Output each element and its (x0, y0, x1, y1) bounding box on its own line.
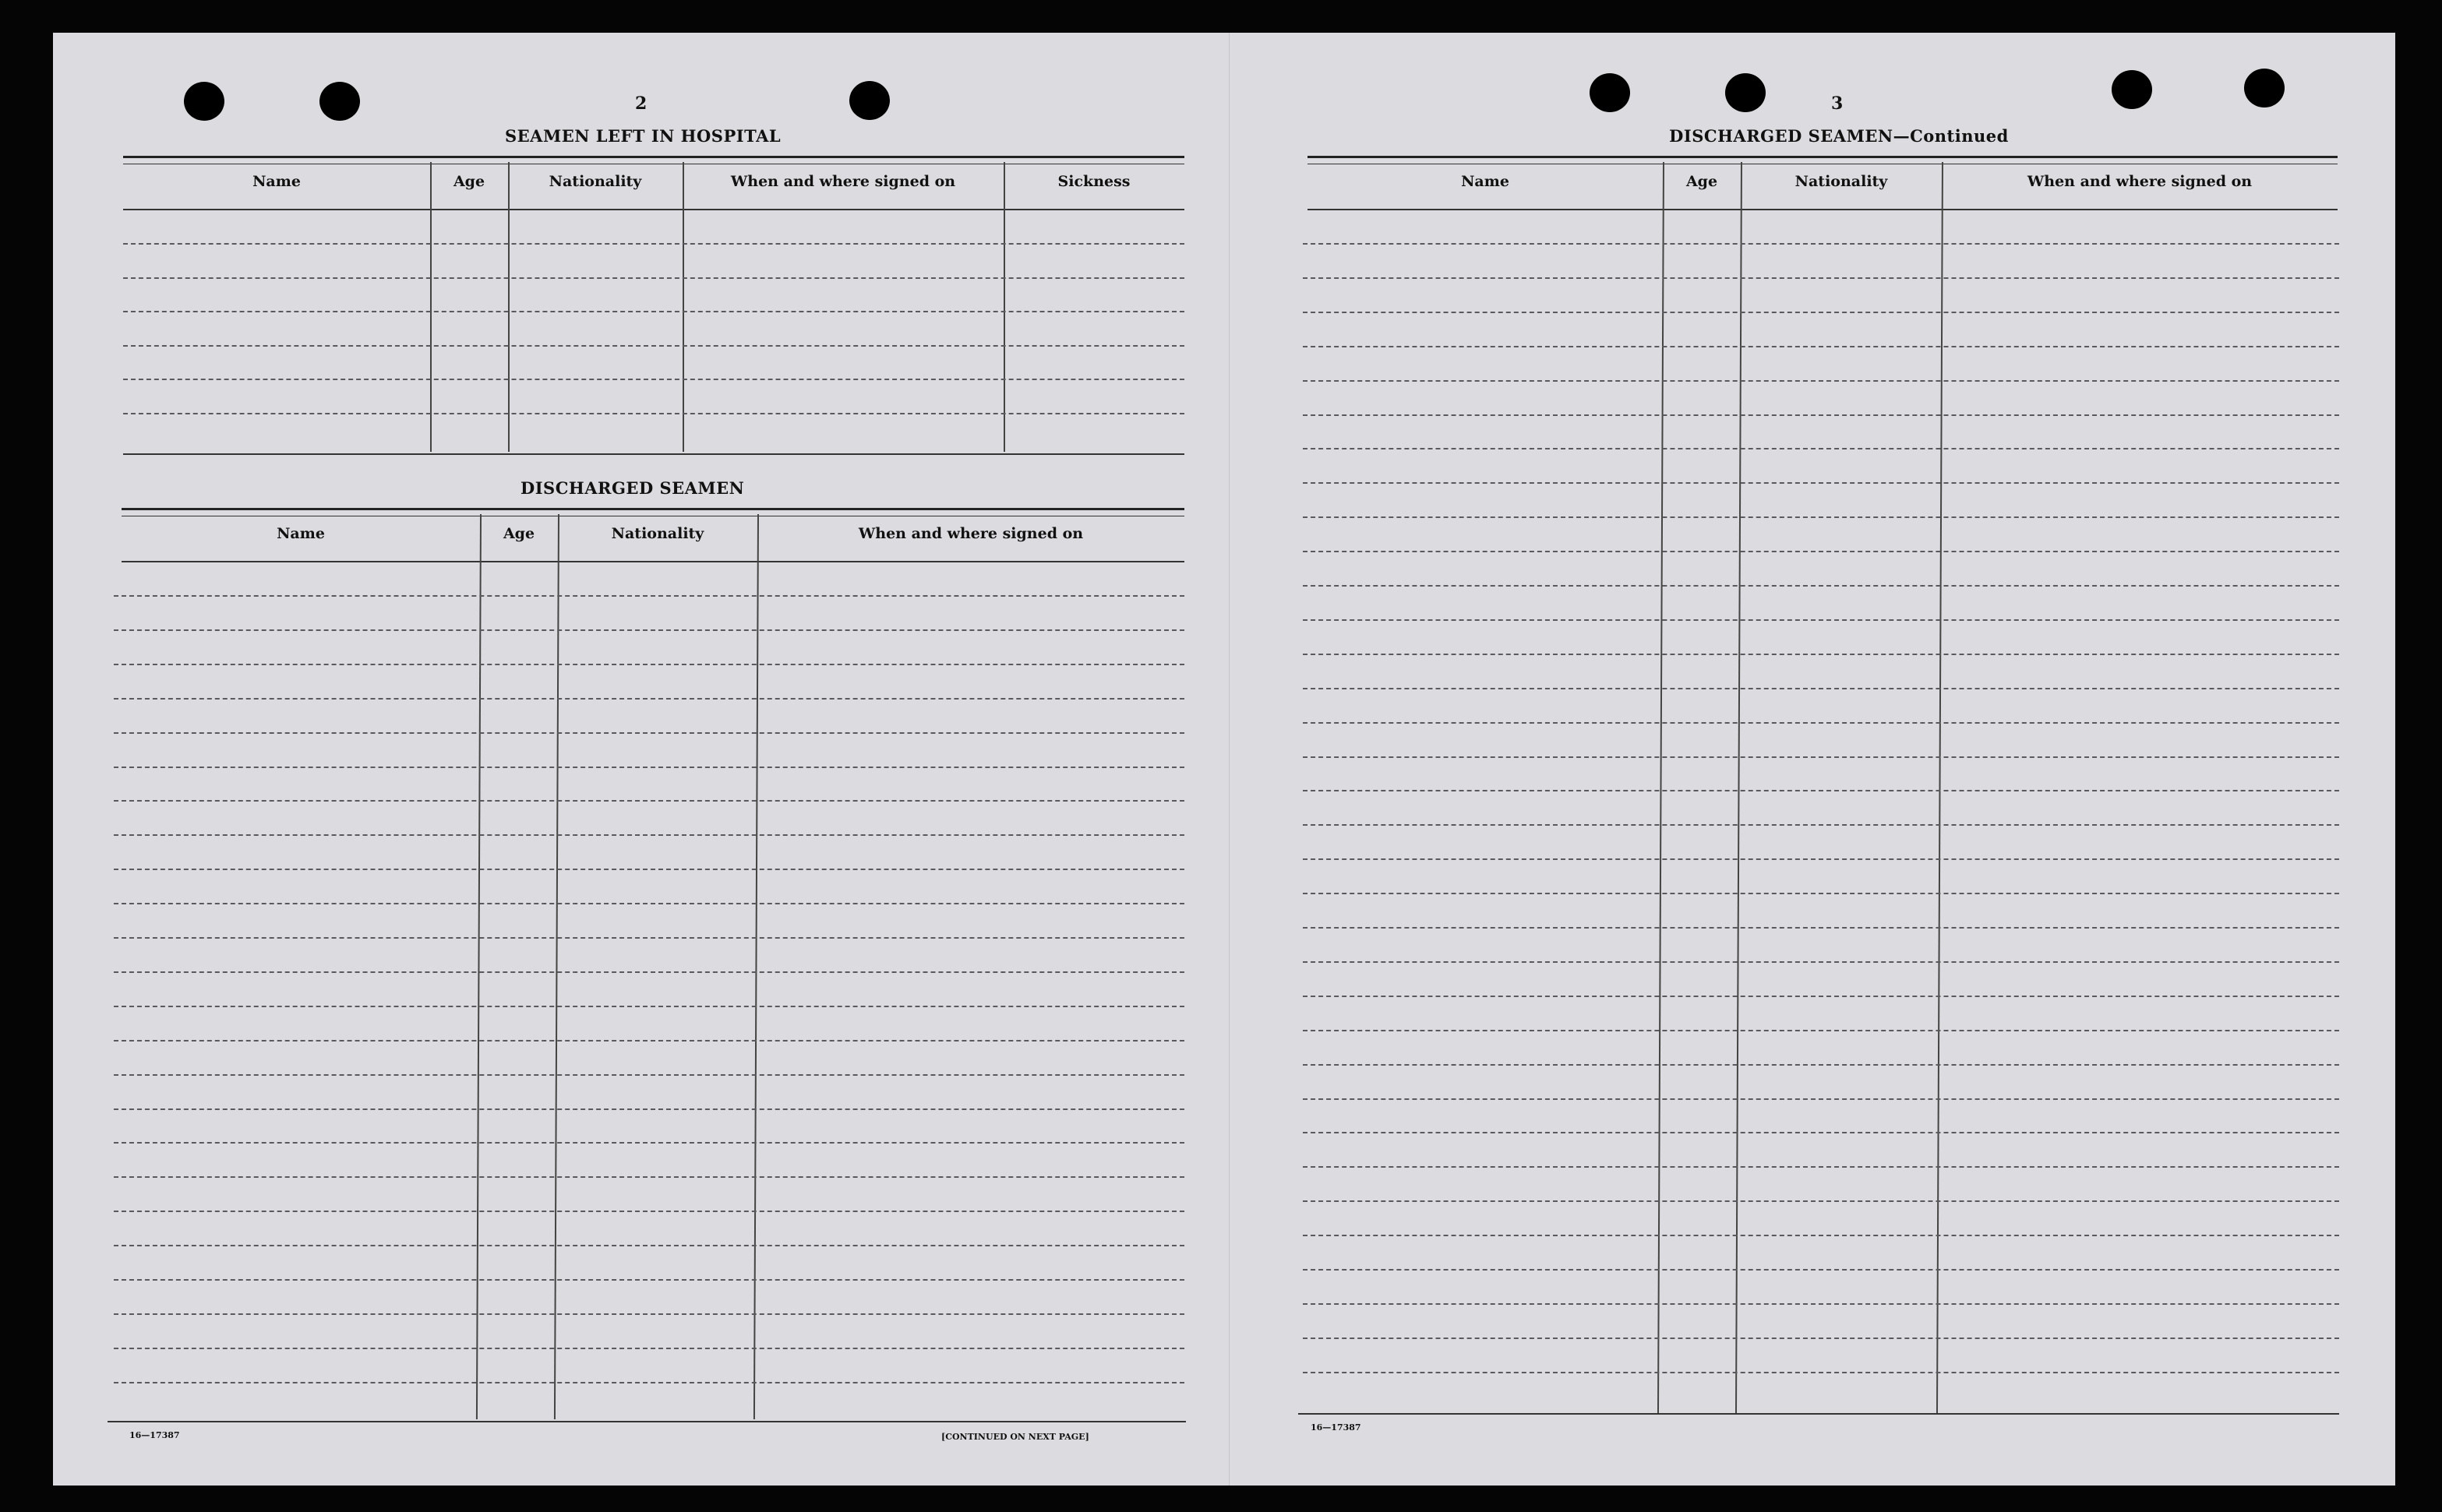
punch-hole (1590, 73, 1630, 112)
ruled-row-line (1303, 619, 2339, 621)
ruled-row-line (1303, 1166, 2339, 1168)
ruled-row-line (114, 1006, 1184, 1007)
discharged-section-title: DISCHARGED SEAMEN (521, 478, 745, 498)
continued-header-rule (1307, 209, 2338, 210)
continued-col-divider (1657, 162, 1664, 1415)
ruled-row-line (1303, 824, 2339, 826)
punch-hole (319, 82, 360, 121)
ruled-row-line (1303, 277, 2339, 279)
continued-col-divider (1735, 162, 1742, 1415)
hospital-col-divider (430, 162, 432, 452)
ruled-row-line (114, 1211, 1184, 1212)
ruled-row-line (114, 1074, 1184, 1076)
discharged-col-divider (753, 514, 759, 1419)
ruled-row-line (1303, 1303, 2339, 1305)
ruled-row-line (1303, 482, 2339, 484)
form-page-3 (1231, 33, 2395, 1486)
ruled-row-line (123, 413, 1184, 414)
ruled-row-line (1303, 1200, 2339, 1202)
ruled-row-line (1303, 551, 2339, 552)
ruled-row-line (1303, 1235, 2339, 1236)
ruled-row-line (114, 595, 1184, 597)
ruled-row-line (1303, 1132, 2339, 1133)
discharged-continued-title-main: DISCHARGED SEAMEN (1669, 126, 1893, 146)
hospital-table-top-rule (123, 156, 1184, 164)
ruled-row-line (1303, 1372, 2339, 1373)
discharged-col-name: Name (277, 525, 325, 542)
punch-hole (2244, 69, 2285, 107)
ruled-row-line (114, 1108, 1184, 1110)
hospital-section-title: SEAMEN LEFT IN HOSPITAL (505, 126, 782, 146)
ruled-row-line (1303, 312, 2339, 313)
ruled-row-line (114, 1348, 1184, 1349)
ruled-row-line (1303, 414, 2339, 416)
ruled-row-line (114, 937, 1184, 939)
discharged-col-age: Age (503, 525, 535, 542)
ruled-row-line (123, 277, 1184, 279)
form-number: 16—17387 (1311, 1422, 1361, 1433)
ruled-row-line (1303, 927, 2339, 929)
ruled-row-line (114, 698, 1184, 700)
ruled-row-line (123, 311, 1184, 312)
discharged-table-top-rule (122, 508, 1184, 516)
discharged-continued-title-suffix: —Continued (1893, 126, 2009, 146)
hospital-col-nationality: Nationality (549, 173, 642, 190)
continued-table-top-rule (1307, 156, 2338, 164)
hospital-table-bottom-rule (123, 453, 1184, 455)
ruled-row-line (114, 903, 1184, 904)
ruled-row-line (1303, 722, 2339, 724)
punch-hole (1725, 73, 1766, 112)
ruled-row-line (1303, 688, 2339, 689)
ruled-row-line (114, 767, 1184, 768)
ruled-row-line (123, 243, 1184, 245)
continued-col-nationality: Nationality (1794, 173, 1888, 190)
ruled-row-line (1303, 516, 2339, 518)
ruled-row-line (114, 1142, 1184, 1144)
continued-table-bottom-rule (1298, 1413, 2339, 1415)
punch-hole (849, 81, 890, 120)
ruled-row-line (123, 345, 1184, 347)
hospital-col-divider (1004, 162, 1005, 452)
discharged-col-divider (554, 514, 559, 1419)
ruled-row-line (1303, 858, 2339, 860)
ruled-row-line (1303, 448, 2339, 449)
ruled-row-line (1303, 346, 2339, 347)
ruled-row-line (1303, 996, 2339, 997)
hospital-header-rule (123, 209, 1184, 210)
ruled-row-line (1303, 585, 2339, 587)
ruled-row-line (1303, 654, 2339, 655)
ruled-row-line (1303, 961, 2339, 963)
ruled-row-line (1303, 1338, 2339, 1339)
ruled-row-line (114, 1245, 1184, 1246)
hospital-col-name: Name (252, 173, 301, 190)
ruled-row-line (114, 834, 1184, 836)
ruled-row-line (114, 971, 1184, 973)
discharged-continued-title (1667, 126, 2010, 146)
ruled-row-line (114, 629, 1184, 631)
ruled-row-line (114, 1176, 1184, 1178)
ruled-row-line (114, 1040, 1184, 1041)
ruled-row-line (114, 869, 1184, 870)
discharged-col-divider (476, 514, 482, 1419)
ruled-row-line (114, 732, 1184, 734)
discharged-table-bottom-rule (108, 1421, 1186, 1422)
ruled-row-line (1303, 243, 2339, 245)
continued-note: [CONTINUED ON NEXT PAGE] (941, 1432, 1089, 1442)
ruled-row-line (1303, 1030, 2339, 1031)
form-page-2 (53, 33, 1231, 1486)
continued-col-age: Age (1685, 173, 1718, 190)
continued-col-divider (1936, 162, 1943, 1415)
discharged-col-nationality: Nationality (611, 525, 704, 542)
ruled-row-line (114, 1382, 1184, 1383)
ruled-row-line (1303, 1098, 2339, 1100)
ruled-row-line (1303, 756, 2339, 758)
ruled-row-line (1303, 790, 2339, 791)
hospital-col-divider (683, 162, 684, 452)
ruled-row-line (123, 379, 1184, 380)
hospital-col-signed-on: When and where signed on (730, 173, 956, 190)
discharged-header-rule (122, 561, 1184, 562)
ruled-row-line (1303, 893, 2339, 894)
punch-hole (184, 82, 224, 121)
ruled-row-line (1303, 1269, 2339, 1271)
ruled-row-line (114, 1279, 1184, 1281)
ruled-row-line (114, 800, 1184, 802)
ruled-row-line (1303, 380, 2339, 382)
page-number: 2 (635, 93, 648, 114)
ruled-row-line (114, 1313, 1184, 1315)
hospital-col-age: Age (453, 173, 485, 190)
form-number: 16—17387 (129, 1430, 180, 1440)
page-number: 3 (1831, 93, 1844, 114)
ruled-row-line (114, 664, 1184, 665)
hospital-col-sickness: Sickness (1057, 173, 1131, 190)
continued-col-name: Name (1461, 173, 1509, 190)
discharged-col-signed-on: When and where signed on (858, 525, 1084, 542)
ruled-row-line (1303, 1064, 2339, 1066)
continued-col-signed-on: When and where signed on (2027, 173, 2253, 190)
punch-hole (2112, 70, 2152, 109)
hospital-col-divider (508, 162, 510, 452)
